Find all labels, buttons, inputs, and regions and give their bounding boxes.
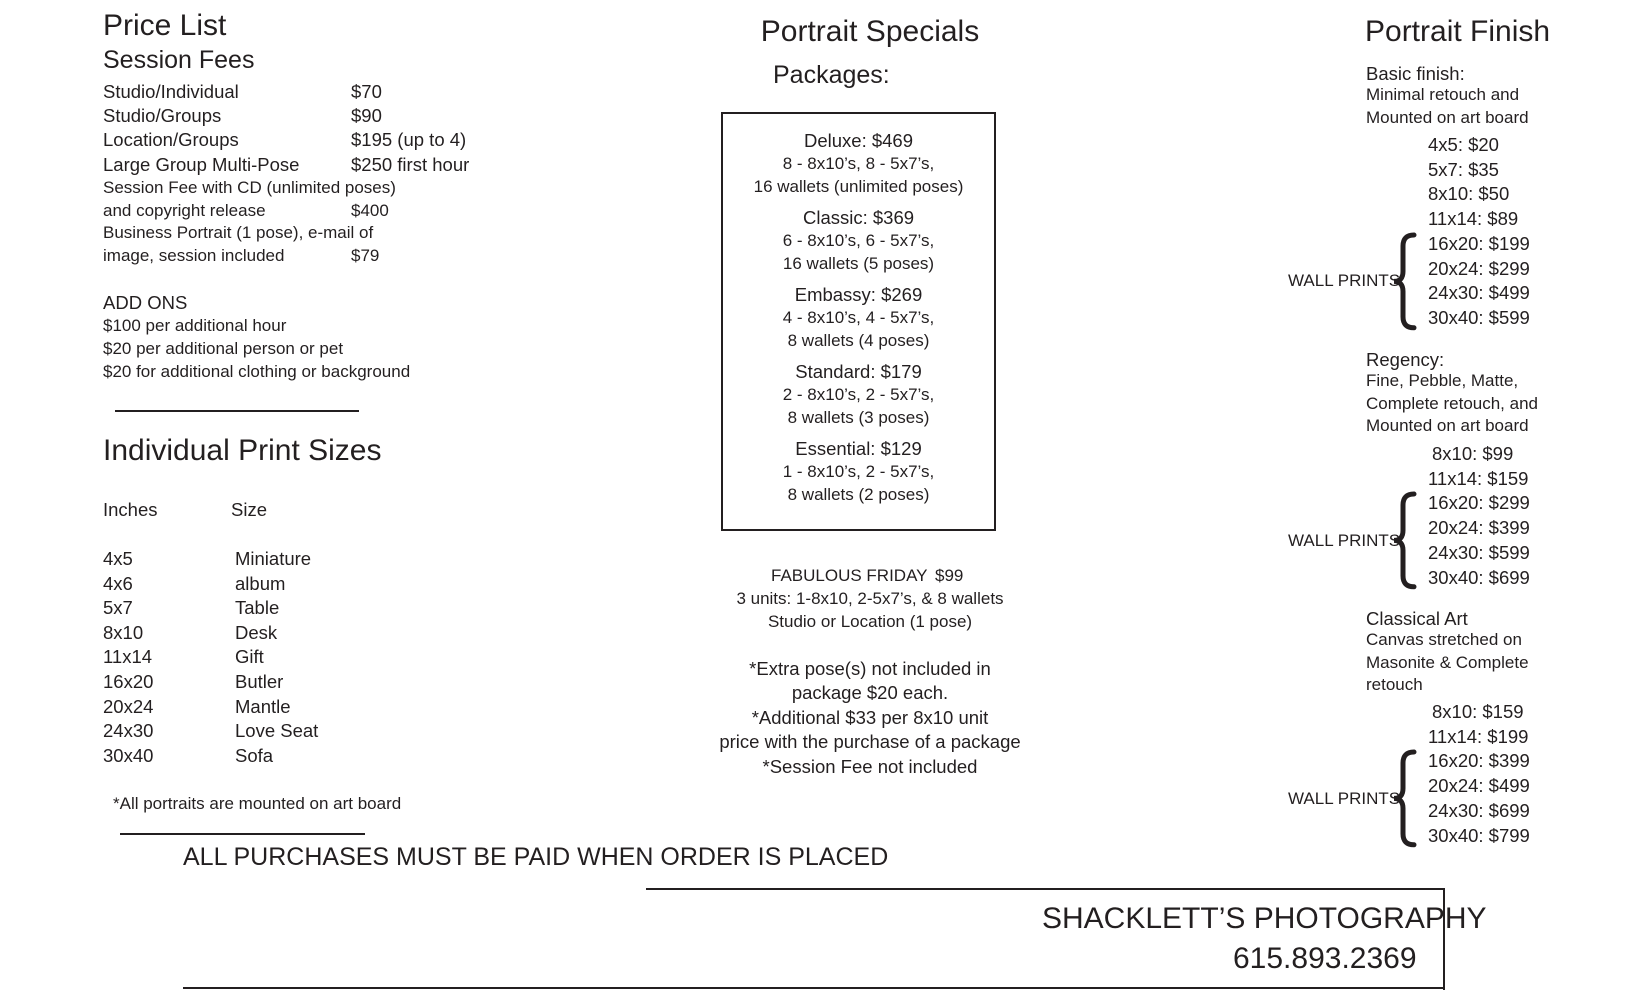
finish-description: Fine, Pebble, Matte, [1366,371,1519,390]
print-size-inches: 4x6 [103,572,133,594]
finish-description: Masonite & Complete [1366,652,1529,672]
wall-print-price: 30x40: $699 [1428,566,1530,588]
print-size-name: Table [235,597,280,619]
print-size-name: album [235,572,286,594]
cd-fee-line2: and copyright release [103,201,266,220]
package-note: *Additional $33 per 8x10 unit [751,707,989,728]
friday-line2: Studio or Location (1 pose) [767,612,973,631]
business-portrait-price: $79 [351,246,380,265]
wall-prints-label: WALL PRINTS [1288,530,1401,550]
print-size-inches: 5x7 [103,597,133,619]
package-name: Deluxe: $469 [803,130,914,151]
finish-heading: Basic finish: [1366,63,1465,84]
footer-rule-bottom [183,987,1444,989]
package-detail: 8 wallets (2 poses) [787,485,930,504]
company-name: SHACKLETT’S PHOTOGRAPHY [1042,902,1487,935]
finish-price: 8x10: $159 [1432,701,1524,722]
addons-heading: ADD ONS [103,292,188,313]
package-note: package $20 each. [791,682,949,703]
business-portrait-line1: Business Portrait (1 pose), e-mail of [103,223,374,242]
friday-line1: 3 units: 1-8x10, 2-5x7’s, & 8 wallets [736,589,1004,608]
wall-print-price: 24x30: $699 [1428,799,1530,821]
finish-description: retouch [1366,675,1423,694]
package-detail: 16 wallets (5 poses) [782,254,935,273]
wall-print-price: 30x40: $599 [1428,306,1530,328]
session-fee-price: $250 first hour [351,154,470,175]
wall-print-price: 24x30: $599 [1428,541,1530,563]
package-name: Standard: $179 [795,361,922,382]
session-fee-price: $90 [351,105,382,126]
friday-price: $99 [935,566,964,585]
print-size-name: Sofa [235,744,274,766]
finish-price: 5x7: $35 [1428,158,1499,180]
wall-print-price: 20x24: $499 [1428,775,1530,797]
package-detail: 16 wallets (unlimited poses) [753,177,964,196]
payment-notice: ALL PURCHASES MUST BE PAID WHEN ORDER IS PLACED [183,843,889,871]
col-header-size: Size [231,499,267,520]
mount-note: *All portraits are mounted on art board [113,794,402,813]
session-fee-name: Large Group Multi-Pose [103,154,300,175]
footer-rule-top [646,888,1444,890]
package-name: Classic: $369 [802,207,915,228]
package-detail: 4 - 8x10’s, 4 - 5x7’s, [782,308,935,327]
session-fee-name: Studio/Groups [103,105,222,126]
session-fee-price: $195 (up to 4) [351,129,467,150]
print-size-name: Butler [235,671,284,692]
wall-print-price: 24x30: $499 [1428,282,1530,304]
section-divider [120,833,365,835]
addon-item: $100 per additional hour [103,316,287,335]
print-size-inches: 8x10 [103,621,144,643]
print-size-inches: 4x5 [103,548,133,569]
print-size-name: Gift [235,646,264,668]
session-fee-name: Location/Groups [103,129,239,150]
finish-price: 11x14: $89 [1428,208,1519,230]
print-size-inches: 11x14 [103,646,153,668]
print-sizes-heading: Individual Print Sizes [103,434,382,467]
print-size-inches: 20x24 [103,695,154,717]
package-note: *Extra pose(s) not included in [749,658,991,679]
section-divider [115,410,359,412]
packages-heading: Packages: [773,61,890,89]
portrait-finish-title: Portrait Finish [1365,15,1551,48]
package-detail: 8 wallets (3 poses) [787,408,930,427]
print-size-name: Miniature [235,548,312,569]
session-fee-price: $70 [351,81,382,102]
price-list-title: Price List [103,9,227,42]
print-size-name: Desk [235,621,278,643]
finish-description: Complete retouch, and [1366,393,1538,413]
addon-item: $20 per additional person or pet [103,339,344,358]
friday-title: FABULOUS FRIDAY [771,566,928,585]
package-detail: 2 - 8x10’s, 2 - 5x7’s, [782,385,935,404]
wall-prints-label: WALL PRINTS [1288,271,1401,291]
session-fee-name: Studio/Individual [103,81,239,102]
print-size-inches: 24x30 [103,720,154,742]
portrait-specials-title: Portrait Specials [760,15,980,48]
package-detail: 1 - 8x10’s, 2 - 5x7’s, [782,462,935,481]
wall-print-price: 20x24: $299 [1428,257,1530,279]
session-fees-heading: Session Fees [103,46,255,74]
wall-print-price: 20x24: $399 [1428,517,1530,539]
package-detail: 8 wallets (4 poses) [787,331,930,350]
finish-heading: Classical Art [1366,608,1468,629]
finish-description: Minimal retouch and [1366,85,1520,104]
finish-price: 11x14: $199 [1428,725,1529,747]
package-name: Essential: $129 [795,438,922,459]
package-detail: 6 - 8x10’s, 6 - 5x7’s, [782,231,935,250]
cd-fee-line1: Session Fee with CD (unlimited poses) [103,178,396,197]
print-size-name: Love Seat [235,720,319,742]
finish-price: 11x14: $159 [1428,467,1529,489]
print-size-inches: 30x40 [103,744,154,766]
wall-prints-label: WALL PRINTS [1288,788,1401,808]
finish-price: 4x5: $20 [1428,134,1499,155]
finish-description: Mounted on art board [1366,107,1529,127]
package-note: price with the purchase of a package [719,731,1021,752]
finish-price: 8x10: $50 [1428,183,1510,205]
wall-print-price: 16x20: $199 [1428,232,1530,254]
print-size-name: Mantle [235,695,291,717]
package-detail: 8 - 8x10’s, 8 - 5x7’s, [782,154,935,173]
finish-heading: Regency: [1366,349,1445,370]
wall-print-price: 16x20: $399 [1428,750,1530,772]
package-name: Embassy: $269 [794,284,923,305]
print-size-inches: 16x20 [103,671,154,692]
col-header-inches: Inches [103,499,158,520]
wall-print-price: 16x20: $299 [1428,492,1530,514]
cd-fee-price: $400 [351,201,389,220]
company-phone: 615.893.2369 [1233,942,1417,975]
wall-print-price: 30x40: $799 [1428,824,1530,846]
finish-description: Mounted on art board [1366,416,1529,435]
addon-item: $20 for additional clothing or background [103,362,411,381]
finish-price: 8x10: $99 [1432,443,1514,464]
finish-description: Canvas stretched on [1366,630,1522,649]
business-portrait-line2: image, session included [103,246,285,265]
package-note: *Session Fee not included [762,756,978,777]
